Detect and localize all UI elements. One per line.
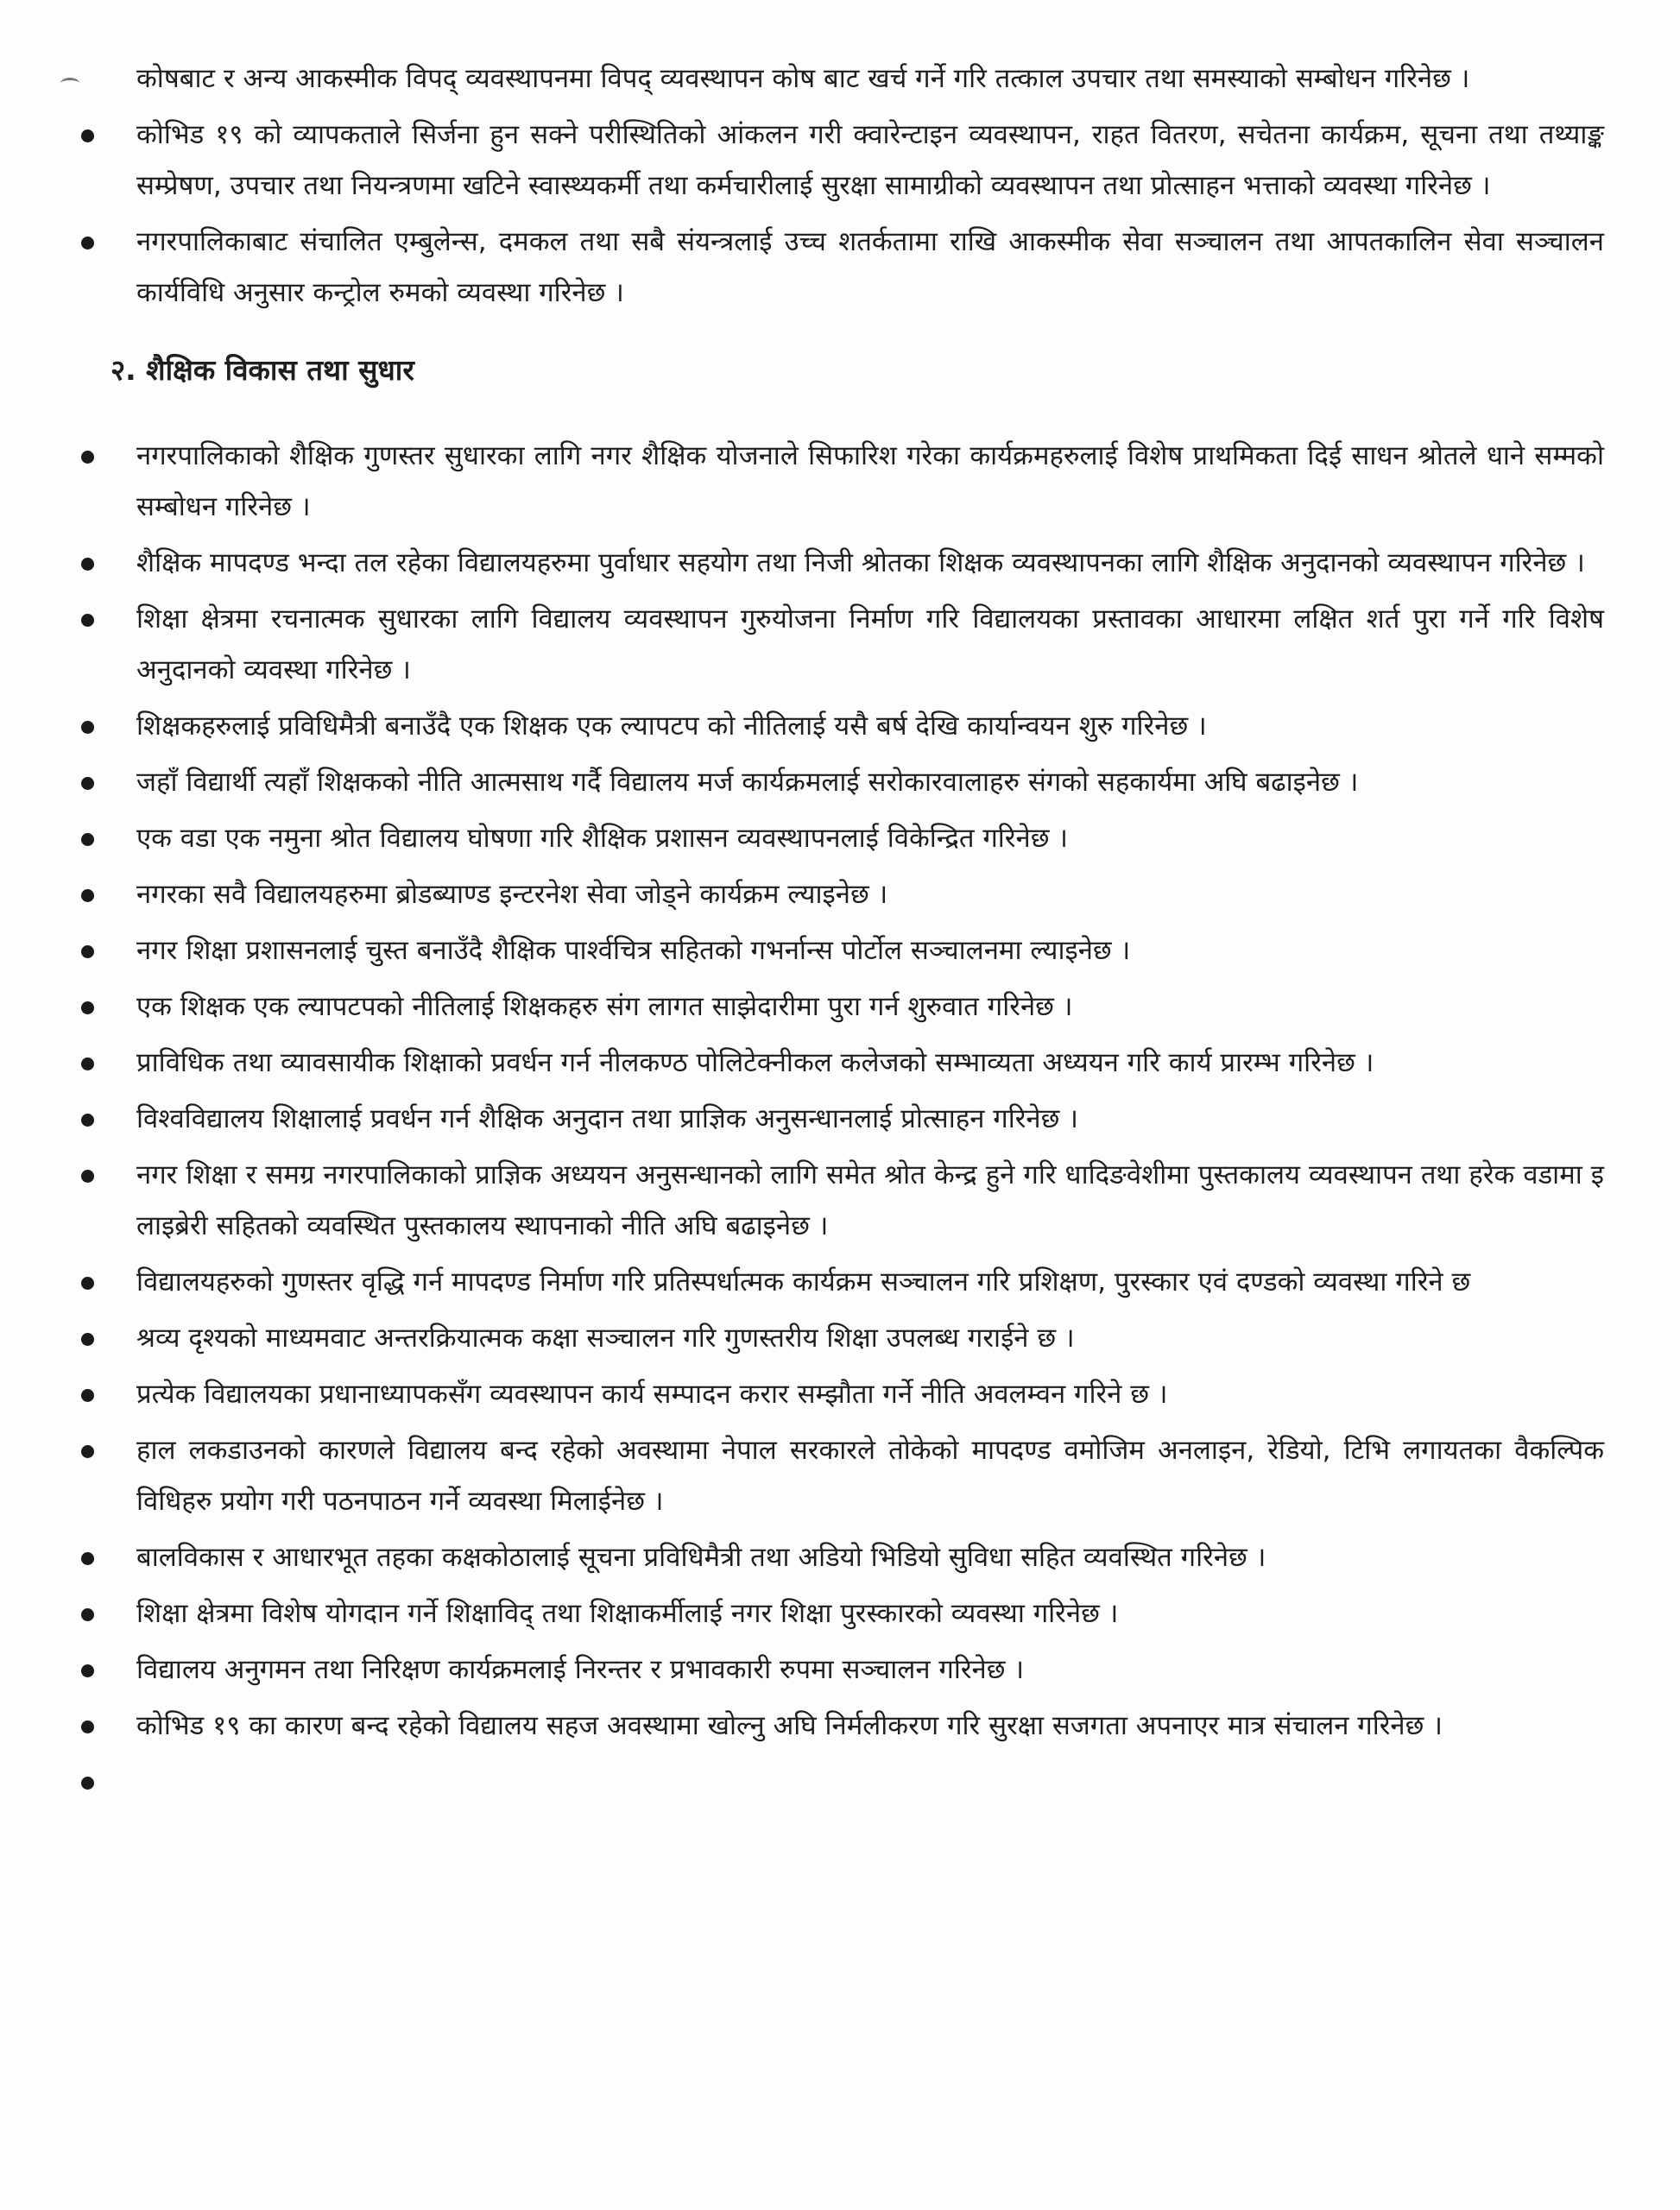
list-item bbox=[76, 1701, 1604, 1752]
bullet-icon bbox=[81, 1777, 94, 1790]
bullet-icon bbox=[81, 1333, 94, 1346]
bullet-icon bbox=[81, 1114, 94, 1127]
list-item-text: विश्वविद्यालय शिक्षालाई प्रवर्धन गर्न शैक्षिक अनुदान तथा प्राज्ञिक अनुसन्धानलाई प्रोत्साहन गरिनेछ । bbox=[136, 1103, 1078, 1134]
list-item bbox=[76, 1369, 1604, 1420]
bullet-icon bbox=[81, 833, 94, 846]
list-item-text: हाल लकडाउनको कारणले विद्यालय बन्द रहेको अवस्थामा नेपाल सरकारले तोकेको मापदण्ड वमोजिम अनलाइन, रेडियो, टिभि लगायतका वैकल्पिक विधिहरु प्रयोग गरी पठनपाठन गर्ने व्यवस्था मिलाईनेछ । bbox=[136, 1435, 1604, 1517]
list-item-text: शिक्षा क्षेत्रमा रचनात्मक सुधारका लागि विद्यालय व्यवस्थापन गुरुयोजना निर्माण गरि विद्यालयका प्रस्तावका आधारमा लक्षित शर्त पुरा गर्ने गरि विशेष अनुदानको व्यवस्था गरिनेछ । bbox=[136, 603, 1604, 685]
list-item bbox=[76, 813, 1604, 864]
list-item-text: विद्यालयहरुको गुणस्तर वृद्धि गर्न मापदण्ड निर्माण गरि प्रतिस्पर्धात्मक कार्यक्रम सञ्चालन गरि प्रशिक्षण, पुरस्कार एवं दण्डको व्यवस्था गरिने छ bbox=[136, 1266, 1471, 1298]
bullet-icon bbox=[81, 129, 94, 142]
list-item-text: एक वडा एक नमुना श्रोत विद्यालय घोषणा गरि शैक्षिक प्रशासन व्यवस्थापनलाई विकेन्द्रित गरिनेछ । bbox=[136, 823, 1069, 854]
bullet-icon bbox=[81, 1664, 94, 1677]
list-item bbox=[76, 110, 1604, 212]
list-item bbox=[76, 701, 1604, 752]
bullet-icon bbox=[81, 945, 94, 958]
bullet-icon bbox=[81, 889, 94, 902]
education-list bbox=[76, 431, 1604, 1752]
list-item bbox=[76, 982, 1604, 1032]
list-item-text: नगर शिक्षा र समग्र नगरपालिकाको प्राज्ञिक अध्ययन अनुसन्धानको लागि समेत श्रोत केन्द्र हुने गरि धादिङवेशीमा पुस्तकालय व्यवस्थापन तथा हरेक वडामा इ लाइब्रेरी सहितको व्यवस्थित पुस्तकालय स्थापनाको नीति अघि बढाइनेछ । bbox=[136, 1159, 1604, 1241]
list-item-text: नगरपालिकाको शैक्षिक गुणस्तर सुधारका लागि नगर शैक्षिक योजनाले सिफारिश गरेका कार्यक्रमहरुलाई विशेष प्राथमिकता दिई साधन श्रोतले धाने सम्मको सम्बोधन गरिनेछ । bbox=[136, 440, 1604, 522]
list-item bbox=[76, 1150, 1604, 1252]
bullet-icon bbox=[81, 1721, 94, 1733]
bullet-icon bbox=[81, 451, 94, 464]
bullet-icon bbox=[81, 1277, 94, 1290]
list-item bbox=[76, 431, 1604, 533]
list-item-text: प्रत्येक विद्यालयका प्रधानाध्यापकसँग व्यवस्थापन कार्य सम्पादन करार सम्झौता गर्ने नीति अवलम्वन गरिने छ । bbox=[136, 1379, 1168, 1410]
list-item-text: बालविकास र आधारभूत तहका कक्षकोठालाई सूचना प्रविधिमैत्री तथा अडियो भिडियो सुविधा सहित व्यवस्थित गरिनेछ । bbox=[136, 1542, 1266, 1573]
bullet-icon bbox=[81, 1170, 94, 1183]
list-item-text: प्राविधिक तथा व्यावसायीक शिक्षाको प्रवर्धन गर्न नीलकण्ठ पोलिटेक्नीकल कलेजको सम्भाव्यता अध्ययन गरि कार्य प्रारम्भ गरिनेछ । bbox=[136, 1047, 1374, 1078]
section-heading: २. शैक्षिक विकास तथा सुधार bbox=[111, 353, 414, 387]
list-item bbox=[76, 1313, 1604, 1364]
list-item bbox=[76, 217, 1604, 319]
list-item bbox=[76, 538, 1604, 589]
bullet-icon bbox=[81, 1608, 94, 1621]
list-item bbox=[76, 1094, 1604, 1145]
list-item-text: शैक्षिक मापदण्ड भन्दा तल रहेका विद्यालयहरुमा पुर्वाधार सहयोग तथा निजी श्रोतका शिक्षक व्यवस्थापनका लागि शैक्षिक अनुदानको व्यवस्थापन गरिनेछ । bbox=[136, 547, 1585, 578]
list-item bbox=[76, 1257, 1604, 1308]
list-item bbox=[76, 925, 1604, 976]
list-item-text: शिक्षकहरुलाई प्रविधिमैत्री बनाउँदै एक शिक्षक एक ल्यापटप को नीतिलाई यसै बर्ष देखि कार्यान्वयन शुरु गरिनेछ । bbox=[136, 710, 1207, 742]
list-item bbox=[76, 757, 1604, 808]
list-item bbox=[76, 1425, 1604, 1527]
list-item bbox=[76, 1038, 1604, 1089]
list-item bbox=[76, 869, 1604, 920]
list-item bbox=[76, 1532, 1604, 1583]
bullet-icon bbox=[81, 1058, 94, 1070]
bullet-icon bbox=[81, 1552, 94, 1565]
bullet-icon bbox=[81, 1389, 94, 1402]
bullet-icon bbox=[81, 237, 94, 249]
list-item-text: जहाँ विद्यार्थी त्यहाँ शिक्षकको नीति आत्मसाथ गर्दै विद्यालय मर्ज कार्यक्रमलाई सरोकारवालाहरु संगको सहकार्यमा अघि बढाइनेछ । bbox=[136, 767, 1359, 798]
bullet-icon bbox=[81, 777, 94, 790]
bullet-icon bbox=[81, 1001, 94, 1014]
list-item bbox=[76, 1588, 1604, 1639]
list-item-text: श्रव्य दृश्यको माध्यमवाट अन्तरक्रियात्मक कक्षा सञ्चालन गरि गुणस्तरीय शिक्षा उपलब्ध गराईने छ । bbox=[136, 1323, 1075, 1354]
list-item-continuation: कोषबाट र अन्य आकस्मीक विपद् व्यवस्थापनमा विपद् व्यवस्थापन कोष बाट खर्च गर्ने गरि तत्काल उपचार तथा समस्याको सम्बोधन गरिनेछ । bbox=[136, 63, 1470, 94]
list-item-text: नगरपालिकाबाट संचालित एम्बुलेन्स, दमकल तथा सबै संयन्त्रलाई उच्च शतर्कतामा राखि आकस्मीक सेवा सञ्चालन तथा आपतकालिन सेवा सञ्चालन कार्यविधि अनुसार कन्ट्रोल रुमको व्यवस्था गरिनेछ । bbox=[136, 226, 1604, 308]
bullet-icon bbox=[81, 721, 94, 734]
list-item-text: कोभिड १९ को व्यापकताले सिर्जना हुन सक्ने परीस्थितिको आंकलन गरी क्वारेन्टाइन व्यवस्थापन, राहत वितरण, सचेतना कार्यक्रम, सूचना तथा तथ्याङ्क सम्प्रेषण, उपचार तथा नियन्त्रणमा खटिने स्वास्थ्यकर्मी तथा कर्मचारीलाई सुरक्षा सामाग्रीको व्यवस्थापन तथा प्रोत्साहन भत्ताको व्यवस्था गरिनेछ । bbox=[136, 119, 1604, 201]
list-item bbox=[76, 594, 1604, 696]
bullet-icon bbox=[81, 1445, 94, 1458]
list-item-text: एक शिक्षक एक ल्यापटपको नीतिलाई शिक्षकहरु संग लागत साझेदारीमा पुरा गर्न शुरुवात गरिनेछ । bbox=[136, 991, 1073, 1022]
list-item-text: कोभिड १९ का कारण बन्द रहेको विद्यालय सहज अवस्थामा खोल्नु अघि निर्मलीकरण गरि सुरक्षा सजगता अपनाएर मात्र संचालन गरिनेछ । bbox=[136, 1710, 1443, 1741]
list-item-text: विद्यालय अनुगमन तथा निरिक्षण कार्यक्रमलाई निरन्तर र प्रभावकारी रुपमा सञ्चालन गरिनेछ । bbox=[136, 1654, 1025, 1685]
list-item-text: नगरका सवै विद्यालयहरुमा ब्रोडब्याण्ड इन्टरनेश सेवा जोड्ने कार्यक्रम ल्याइनेछ । bbox=[136, 879, 888, 910]
list-item bbox=[76, 1645, 1604, 1695]
list-item-text: शिक्षा क्षेत्रमा विशेष योगदान गर्ने शिक्षाविद् तथा शिक्षाकर्मीलाई नगर शिक्षा पुरस्कारको व्यवस्था गरिनेछ । bbox=[136, 1598, 1119, 1629]
bullet-icon bbox=[81, 558, 94, 571]
bullet-icon bbox=[81, 614, 94, 627]
list-item-text: नगर शिक्षा प्रशासनलाई चुस्त बनाउँदै शैक्षिक पार्श्वचित्र सहितको गभर्नान्स पोर्टोल सञ्चालनमा ल्याइनेछ । bbox=[136, 935, 1131, 966]
